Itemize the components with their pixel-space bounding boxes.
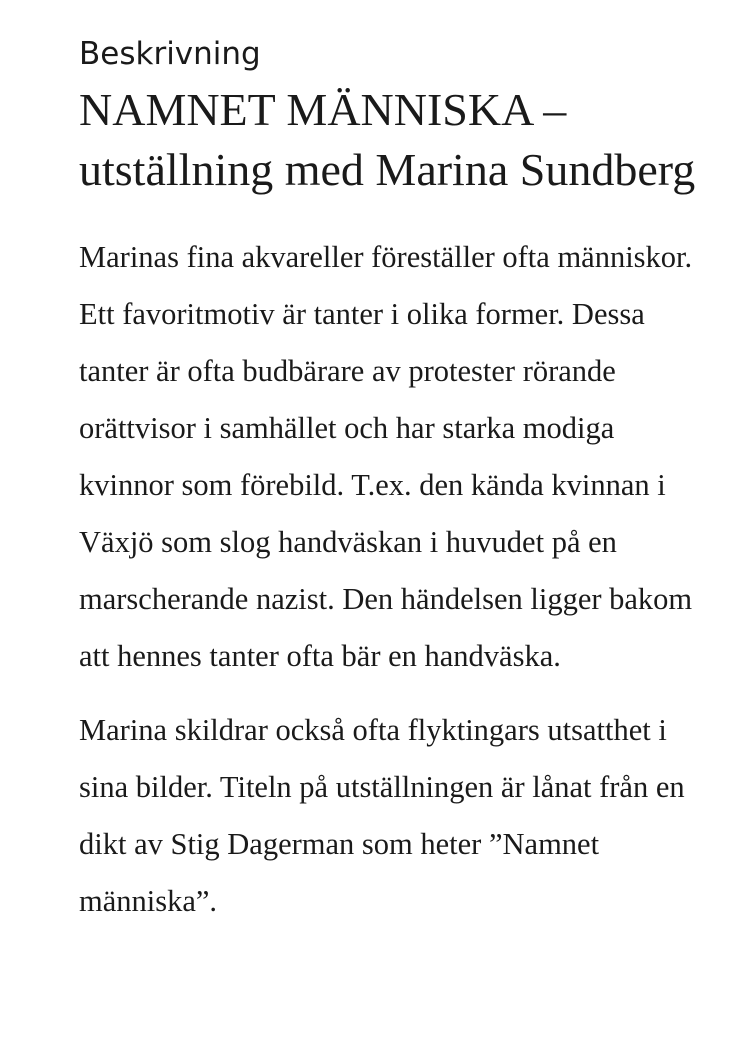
description-body xyxy=(79,229,709,930)
description-paragraph: Marinas fina akvareller föreställer ofta människor. Ett favoritmotiv är tanter i olika former. Dessa tanter är ofta budbärare av protester rörande orättvisor i samhället och har starka modiga kvinnor som förebild. T.ex. den kända kvinnan i Växjö som slog handväskan i huvudet på en marscherande nazist. Den händelsen ligger bakom att hennes tanter ofta bär en handväska. xyxy=(79,240,693,673)
event-title: NAMNET MÄNNISKA – utställning med Marina Sundberg xyxy=(79,84,696,195)
description-paragraph: Marina skildrar också ofta flyktingars utsatthet i sina bilder. Titeln på utställningen är lånat från en dikt av Stig Dagerman som heter ”Namnet människa”. xyxy=(79,713,685,918)
section-heading: Beskrivning xyxy=(79,36,261,72)
event-description-section xyxy=(79,32,709,930)
